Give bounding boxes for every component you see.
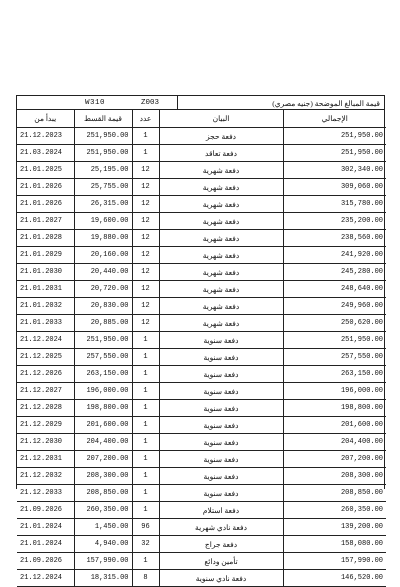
table-row	[17, 213, 386, 230]
row-description: دفعة جراج	[159, 536, 283, 553]
table-row	[17, 128, 386, 145]
row-installment: 18,315.00	[74, 570, 132, 587]
row-total: 263,150.00	[283, 366, 386, 383]
row-installment: 25,755.00	[74, 179, 132, 196]
table-row	[17, 434, 386, 451]
row-description: دفعة شهرية	[159, 179, 283, 196]
row-total: 158,080.00	[283, 536, 386, 553]
row-start-date: 21.12.2029	[17, 417, 74, 434]
row-start-date: 21.12.2025	[17, 349, 74, 366]
row-description: دفعة شهرية	[159, 196, 283, 213]
row-start-date: 21.12.2030	[17, 434, 74, 451]
row-count: 1	[132, 349, 159, 366]
row-start-date: 21.12.2027	[17, 383, 74, 400]
table-row	[17, 570, 386, 587]
table-row	[17, 366, 386, 383]
row-start-date: 21.01.2027	[17, 213, 74, 230]
table-row	[17, 196, 386, 213]
table-row	[17, 332, 386, 349]
row-installment: 1,450.00	[74, 519, 132, 536]
row-description: دفعة سنوية	[159, 349, 283, 366]
row-start-date: 21.01.2026	[17, 179, 74, 196]
row-total: 157,990.00	[283, 553, 386, 570]
table-row	[17, 536, 386, 553]
row-installment: 198,800.00	[74, 400, 132, 417]
row-count: 1	[132, 145, 159, 162]
table-row	[17, 383, 386, 400]
table-row	[17, 298, 386, 315]
table-row	[17, 281, 386, 298]
row-start-date: 21.01.2024	[17, 536, 74, 553]
row-start-date: 21.01.2026	[17, 196, 74, 213]
payment-schedule-table	[16, 95, 385, 583]
row-count: 1	[132, 366, 159, 383]
row-count: 12	[132, 247, 159, 264]
row-count: 12	[132, 179, 159, 196]
table-row	[17, 417, 386, 434]
row-total: 245,280.00	[283, 264, 386, 281]
row-installment: 20,885.00	[74, 315, 132, 332]
row-total: 249,960.00	[283, 298, 386, 315]
row-installment: 19,880.00	[74, 230, 132, 247]
row-installment: 204,400.00	[74, 434, 132, 451]
table-row	[17, 230, 386, 247]
row-installment: 196,000.00	[74, 383, 132, 400]
row-installment: 19,600.00	[74, 213, 132, 230]
row-description: دفعة سنوية	[159, 400, 283, 417]
table-row	[17, 400, 386, 417]
row-installment: 263,150.00	[74, 366, 132, 383]
row-total: 302,340.00	[283, 162, 386, 179]
row-start-date: 21.01.2031	[17, 281, 74, 298]
row-count: 12	[132, 315, 159, 332]
row-installment: 20,160.00	[74, 247, 132, 264]
table-row	[17, 145, 386, 162]
col-count-header: عدد	[132, 110, 159, 128]
row-count: 1	[132, 502, 159, 519]
row-installment: 4,940.00	[74, 536, 132, 553]
row-total: 235,200.00	[283, 213, 386, 230]
row-count: 1	[132, 468, 159, 485]
row-start-date: 21.12.2024	[17, 332, 74, 349]
row-description: دفعة استلام	[159, 502, 283, 519]
row-count: 12	[132, 298, 159, 315]
row-count: 96	[132, 519, 159, 536]
row-description: دفعة سنوية	[159, 366, 283, 383]
row-total: 251,950.00	[283, 128, 386, 145]
row-total: 260,350.00	[283, 502, 386, 519]
col-description-header: البيان	[159, 110, 283, 128]
title-divider	[177, 96, 178, 109]
row-description: دفعة نادي سنوية	[159, 570, 283, 587]
row-description: دفعة سنوية	[159, 383, 283, 400]
row-installment: 20,830.00	[74, 298, 132, 315]
row-start-date: 21.01.2024	[17, 519, 74, 536]
row-description: دفعة تعاقد	[159, 145, 283, 162]
row-total: 315,780.00	[283, 196, 386, 213]
row-description: دفعة حجز	[159, 128, 283, 145]
schedule-rows	[17, 128, 386, 587]
row-total: 207,200.00	[283, 451, 386, 468]
schedule-grid	[17, 110, 386, 587]
row-description: دفعة شهرية	[159, 162, 283, 179]
table-row	[17, 264, 386, 281]
row-total: 250,620.00	[283, 315, 386, 332]
row-start-date: 21.01.2028	[17, 230, 74, 247]
row-description: دفعة نادي شهرية	[159, 519, 283, 536]
row-description: دفعة سنوية	[159, 434, 283, 451]
row-installment: 257,550.00	[74, 349, 132, 366]
row-count: 1	[132, 451, 159, 468]
row-start-date: 21.01.2030	[17, 264, 74, 281]
unit-model: Z003	[141, 99, 160, 107]
row-installment: 20,440.00	[74, 264, 132, 281]
row-installment: 208,850.00	[74, 485, 132, 502]
row-start-date: 21.12.2026	[17, 366, 74, 383]
row-description: دفعة شهرية	[159, 315, 283, 332]
table-row	[17, 468, 386, 485]
row-count: 8	[132, 570, 159, 587]
row-count: 12	[132, 213, 159, 230]
row-installment: 26,315.00	[74, 196, 132, 213]
row-installment: 251,950.00	[74, 145, 132, 162]
row-total: 198,800.00	[283, 400, 386, 417]
row-total: 251,950.00	[283, 332, 386, 349]
row-installment: 251,950.00	[74, 332, 132, 349]
row-description: دفعة سنوية	[159, 417, 283, 434]
row-description: دفعة شهرية	[159, 298, 283, 315]
row-count: 1	[132, 400, 159, 417]
row-start-date: 21.12.2023	[17, 128, 74, 145]
row-start-date: 21.12.2028	[17, 400, 74, 417]
row-installment: 207,200.00	[74, 451, 132, 468]
table-row	[17, 502, 386, 519]
row-count: 12	[132, 196, 159, 213]
row-start-date: 21.12.2032	[17, 468, 74, 485]
row-count: 12	[132, 230, 159, 247]
row-installment: 20,720.00	[74, 281, 132, 298]
row-count: 1	[132, 417, 159, 434]
row-installment: 157,990.00	[74, 553, 132, 570]
row-count: 12	[132, 264, 159, 281]
table-row	[17, 451, 386, 468]
row-description: دفعة شهرية	[159, 247, 283, 264]
table-row	[17, 179, 386, 196]
row-count: 32	[132, 536, 159, 553]
row-total: 257,550.00	[283, 349, 386, 366]
row-total: 201,600.00	[283, 417, 386, 434]
table-row	[17, 349, 386, 366]
row-total: 241,920.00	[283, 247, 386, 264]
table-row	[17, 315, 386, 332]
row-count: 1	[132, 332, 159, 349]
row-description: دفعة شهرية	[159, 213, 283, 230]
row-description: تأمين ودائع	[159, 553, 283, 570]
row-total: 248,640.00	[283, 281, 386, 298]
table-row	[17, 247, 386, 264]
row-start-date: 21.01.2029	[17, 247, 74, 264]
row-start-date: 21.01.2033	[17, 315, 74, 332]
row-count: 1	[132, 553, 159, 570]
col-date-header: يبدأ من	[17, 110, 74, 128]
row-start-date: 21.01.2032	[17, 298, 74, 315]
row-installment: 25,195.00	[74, 162, 132, 179]
row-start-date: 21.12.2033	[17, 485, 74, 502]
table-row	[17, 519, 386, 536]
row-start-date: 21.09.2026	[17, 502, 74, 519]
row-count: 12	[132, 162, 159, 179]
row-installment: 201,600.00	[74, 417, 132, 434]
row-start-date: 21.09.2026	[17, 553, 74, 570]
row-description: دفعة شهرية	[159, 230, 283, 247]
row-description: دفعة سنوية	[159, 451, 283, 468]
row-total: 196,000.00	[283, 383, 386, 400]
table-row	[17, 162, 386, 179]
row-count: 1	[132, 383, 159, 400]
unit-code: W310	[85, 99, 106, 107]
row-total: 208,300.00	[283, 468, 386, 485]
row-description: دفعة شهرية	[159, 281, 283, 298]
row-start-date: 21.12.2024	[17, 570, 74, 587]
row-total: 309,060.00	[283, 179, 386, 196]
row-total: 146,520.00	[283, 570, 386, 587]
row-count: 1	[132, 485, 159, 502]
row-total: 208,850.00	[283, 485, 386, 502]
row-count: 12	[132, 281, 159, 298]
table-title-row	[17, 96, 384, 110]
row-count: 1	[132, 434, 159, 451]
col-total-header: الإجمالي	[283, 110, 386, 128]
row-total: 238,560.00	[283, 230, 386, 247]
row-start-date: 21.12.2031	[17, 451, 74, 468]
column-header-row	[17, 110, 386, 128]
amount-header: قيمة المبالغ الموضحة (جنيه مصري)	[272, 99, 380, 108]
row-start-date: 21.01.2025	[17, 162, 74, 179]
row-count: 1	[132, 128, 159, 145]
row-description: دفعة سنوية	[159, 468, 283, 485]
row-start-date: 21.03.2024	[17, 145, 74, 162]
row-description: دفعة سنوية	[159, 485, 283, 502]
row-total: 139,200.00	[283, 519, 386, 536]
table-row	[17, 553, 386, 570]
row-total: 204,400.00	[283, 434, 386, 451]
table-row	[17, 485, 386, 502]
row-installment: 208,300.00	[74, 468, 132, 485]
row-description: دفعة سنوية	[159, 332, 283, 349]
row-installment: 260,350.00	[74, 502, 132, 519]
row-description: دفعة شهرية	[159, 264, 283, 281]
row-installment: 251,950.00	[74, 128, 132, 145]
col-installment-header: قيمة القسط	[74, 110, 132, 128]
row-total: 251,950.00	[283, 145, 386, 162]
